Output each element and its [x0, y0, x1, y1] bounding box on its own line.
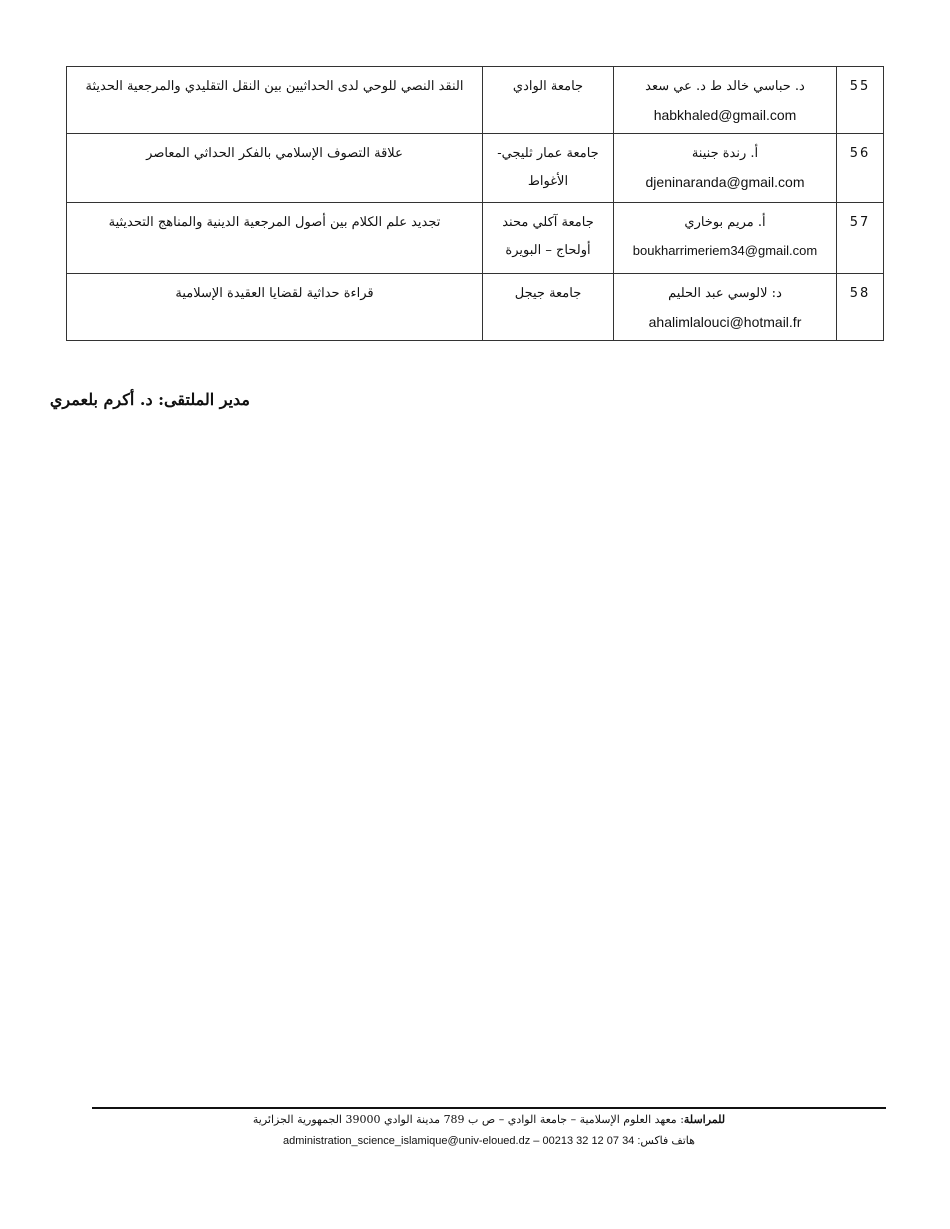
table-row	[67, 67, 884, 134]
participant-cell	[614, 274, 837, 341]
footer-divider	[92, 1107, 886, 1109]
footer-address	[92, 1113, 886, 1126]
footer-address-text: : معهد العلوم الإسلامية – جامعة الوادي – ص ب 789 مدينة الوادي 39000 الجمهورية الجزائرية	[252, 1113, 684, 1126]
university-cell: جامعة عمار ثليجي- الأغواط	[483, 134, 614, 203]
participants-table	[66, 66, 884, 341]
participant-email: boukharrimeriem34@gmail.com	[632, 243, 818, 258]
topic-cell: تجديد علم الكلام بين أصول المرجعية الدينية والمناهج التحديثية	[67, 203, 483, 274]
participant-cell	[614, 67, 837, 134]
footer-label: للمراسلة	[683, 1113, 726, 1126]
table-row	[67, 274, 884, 341]
topic-cell: قراءة حداثية لقضايا العقيدة الإسلامية	[67, 274, 483, 341]
participant-cell	[614, 134, 837, 203]
participant-email: habkhaled@gmail.com	[653, 107, 797, 123]
university-cell: جامعة آكلي محند أولحاج – البويرة	[483, 203, 614, 274]
participant-email: djeninaranda@gmail.com	[645, 174, 805, 190]
participant-name: د: لالوسي عبد الحليم	[668, 286, 782, 301]
participant-email: ahalimlalouci@hotmail.fr	[648, 314, 802, 330]
topic-cell: النقد النصي للوحي لدى الحداثيين بين النقل التقليدي والمرجعية الحديثة	[67, 67, 483, 134]
participant-cell	[614, 203, 837, 274]
row-number: 56	[837, 134, 884, 203]
conference-director: مدير الملتقى: د. أكرم بلعمري	[49, 390, 250, 409]
table-row	[67, 203, 884, 274]
participant-name: أ. رندة جنينة	[691, 146, 759, 161]
participant-name: أ. مريم بوخاري	[684, 215, 766, 230]
topic-cell: علاقة التصوف الإسلامي بالفكر الحداثي المعاصر	[67, 134, 483, 203]
participant-name: د. حباسي خالد ط د. عي سعد	[645, 79, 805, 94]
footer-contact: هاتف فاكس: 34 07 12 32 00213 – administration_science_islamique@univ-eloued.dz	[283, 1135, 695, 1147]
table-row	[67, 134, 884, 203]
university-cell: جامعة جيجل	[483, 274, 614, 341]
university-cell: جامعة الوادي	[483, 67, 614, 134]
row-number: 57	[837, 203, 884, 274]
row-number: 55	[837, 67, 884, 134]
row-number: 58	[837, 274, 884, 341]
